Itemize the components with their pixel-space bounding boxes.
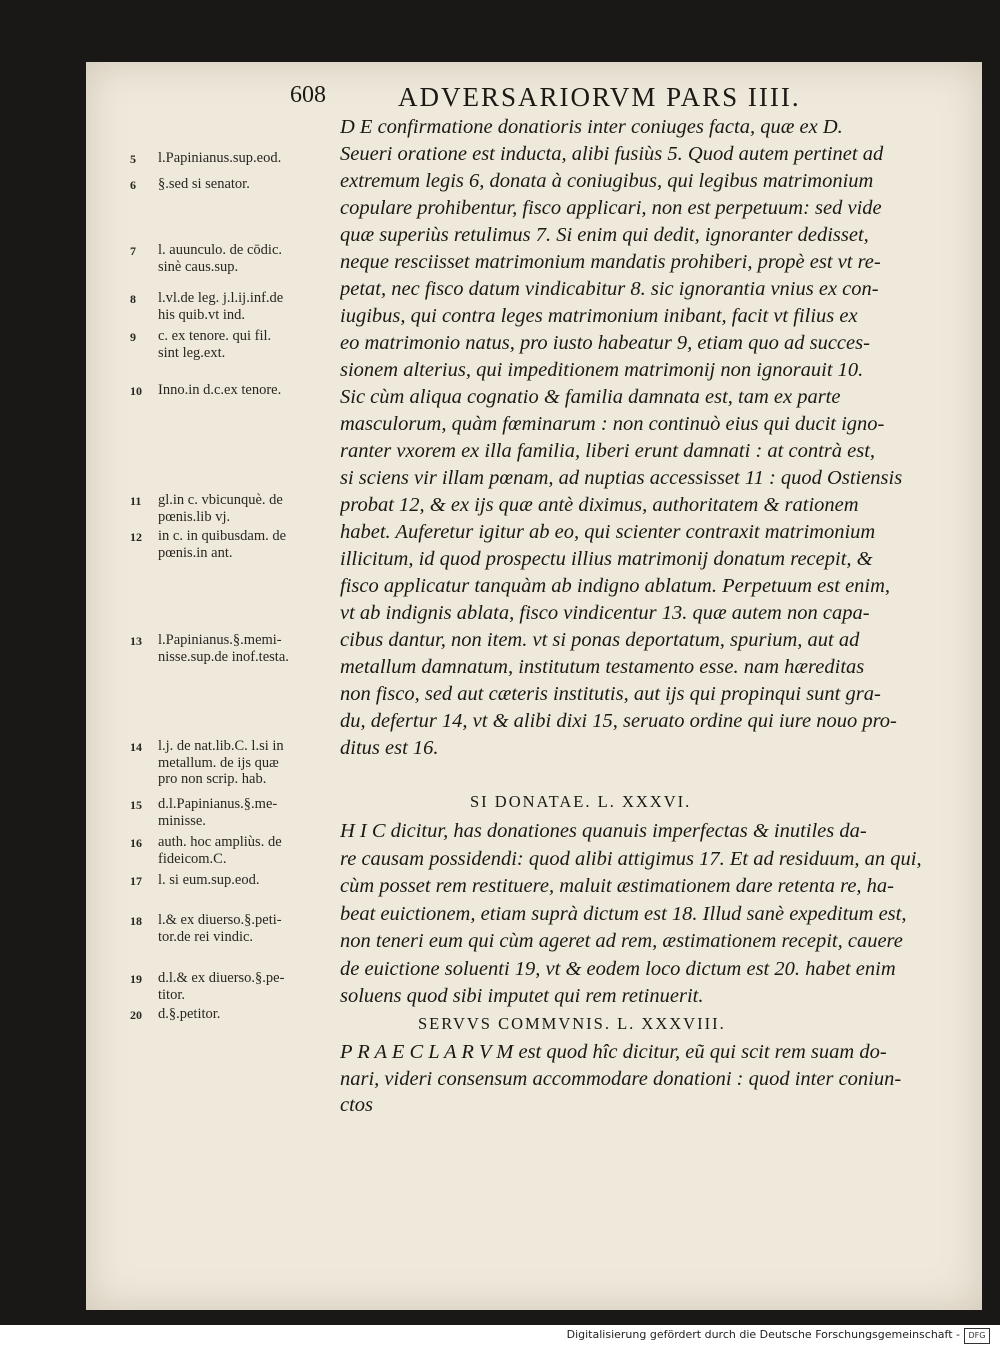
margin-note-text: auth. hoc ampliùs. de fideicom.C. bbox=[158, 834, 282, 867]
funding-credit: Digitalisierung gefördert durch die Deutsche Forschungsgemeinschaft - bbox=[566, 1328, 960, 1341]
text-line: Sic cùm aliqua cognatio & familia damnata est, tam ex parte bbox=[340, 386, 841, 408]
margin-note-text: l. auunculo. de cōdic. sinè caus.sup. bbox=[158, 242, 283, 275]
text-line: non teneri eum qui cùm ageret ad rem, æstimationem recepit, cauere bbox=[340, 930, 903, 952]
text-line: petat, nec fisco datum vindicabitur 8. sic ignorantia vnius ex con- bbox=[340, 278, 879, 300]
text-line: D E confirmatione donatioris inter coniuges facta, quæ ex D. bbox=[340, 116, 843, 138]
text-line: Seueri oratione est inducta, alibi fusiùs 5. Quod autem pertinet ad bbox=[340, 143, 884, 165]
page-header bbox=[290, 82, 890, 112]
running-title: ADVERSARIORVM PARS IIII. bbox=[398, 82, 801, 112]
text-line: vt ab indignis ablata, fisco vindicentur 13. quæ autem non capa- bbox=[340, 602, 870, 624]
margin-note-number: 11 bbox=[130, 494, 142, 508]
section-heading: SI DONATAE. L. XXXVI. bbox=[470, 792, 692, 811]
text-line: du, defertur 14, vt & alibi dixi 15, seruato ordine qui iure nouo pro- bbox=[340, 710, 897, 732]
text-line: de euictione soluenti 19, vt & eodem loco dictum est 20. habet enim bbox=[340, 957, 896, 980]
margin-note-number: 13 bbox=[130, 634, 142, 648]
text-line: probat 12, & ex ijs quæ antè diximus, authoritatem & rationem bbox=[340, 494, 859, 516]
text-line: neque resciisset matrimonium mandatis prohiberi, propè est vt re- bbox=[340, 251, 881, 273]
page-number: 608 bbox=[290, 82, 326, 108]
text-line: beat euictionem, etiam suprà dictum est 18. Illud sanè expeditum est, bbox=[340, 902, 907, 925]
text-line: ranter vxorem ex illa familia, liberi erunt damnati : at contrà est, bbox=[340, 440, 876, 462]
margin-note-number: 16 bbox=[130, 836, 142, 850]
text-line: re causam possidendi: quod alibi attigimus 17. Et ad residuum, an qui, bbox=[340, 847, 922, 870]
margin-note-text: c. ex tenore. qui fil. sint leg.ext. bbox=[158, 328, 272, 361]
text-line: quæ superiùs retulimus 7. Si enim qui dedit, ignoranter dedisset, bbox=[340, 224, 869, 246]
margin-note-text: l. si eum.sup.eod. bbox=[158, 872, 260, 888]
margin-note-text: l.vl.de leg. j.l.ij.inf.de his quib.vt ind. bbox=[158, 290, 284, 323]
margin-note-text: d.l.& ex diuerso.§.pe- titor. bbox=[158, 970, 285, 1003]
digitization-footer bbox=[0, 1325, 1000, 1347]
margin-note-number: 9 bbox=[130, 330, 136, 344]
margin-note-number: 8 bbox=[130, 292, 136, 306]
margin-note-text: l.j. de nat.lib.C. l.si in metallum. de ijs quæ pro non scrip. hab. bbox=[158, 738, 284, 787]
text-line: nari, videri consensum accommodare donationi : quod inter coniun- bbox=[340, 1067, 902, 1090]
margin-note-number: 6 bbox=[130, 178, 136, 192]
margin-note-number: 18 bbox=[130, 914, 142, 928]
margin-note-number: 20 bbox=[130, 1008, 142, 1022]
section-heading: SERVVS COMMVNIS. L. XXXVIII. bbox=[418, 1014, 726, 1033]
text-line: ditus est 16. bbox=[340, 737, 439, 759]
margin-note-text: in c. in quibusdam. de pœnis.in ant. bbox=[158, 528, 287, 561]
text-line: cibus dantur, non item. vt si ponas deportatum, spurium, aut ad bbox=[340, 629, 860, 651]
margin-note-text: gl.in c. vbicunquè. de pœnis.lib vj. bbox=[158, 492, 283, 525]
dfg-logo: DFG bbox=[964, 1328, 990, 1344]
text-line: ctos bbox=[340, 1094, 374, 1116]
margin-note-text: l.Papinianus.§.memi- nisse.sup.de inof.testa. bbox=[158, 632, 289, 665]
margin-note-number: 12 bbox=[130, 530, 142, 544]
margin-note-number: 19 bbox=[130, 972, 142, 986]
margin-note-text: l.& ex diuerso.§.peti- tor.de rei vindic. bbox=[158, 912, 282, 945]
margin-note-number: 17 bbox=[130, 874, 142, 888]
text-line: illicitum, id quod prospectu illius matrimonij donatum recepit, & bbox=[340, 548, 873, 570]
text-line: metallum damnatum, institutum testamento esse. nam hæreditas bbox=[340, 656, 865, 678]
margin-note-number: 5 bbox=[130, 152, 136, 166]
margin-note-text: §.sed si senator. bbox=[158, 176, 250, 192]
text-line: cùm posset rem restituere, maluit æstimationem dare retenta re, ha- bbox=[340, 875, 894, 897]
margin-note-text: Inno.in d.c.ex tenore. bbox=[158, 382, 282, 398]
text-line: habet. Auferetur igitur ab eo, qui scienter contraxit matrimonium bbox=[340, 521, 876, 543]
text-line: eo matrimonio natus, pro iusto habeatur 9, etiam quo ad succes- bbox=[340, 332, 870, 354]
margin-note-number: 15 bbox=[130, 798, 142, 812]
margin-note-number: 10 bbox=[130, 384, 142, 398]
text-line: fisco applicatur tanquàm ab indigno ablatum. Perpetuum est enim, bbox=[340, 575, 891, 597]
text-line: P R A E C L A R V M est quod hîc dicitur, eũ qui scit rem suam do- bbox=[340, 1041, 887, 1063]
text-line: H I C dicitur, has donationes quanuis imperfectas & inutiles da- bbox=[340, 820, 867, 842]
text-line: non fisco, sed aut cæteris institutis, aut ijs qui propinqui sunt gra- bbox=[340, 683, 881, 705]
margin-note-number: 14 bbox=[130, 740, 142, 754]
margin-note-number: 7 bbox=[130, 244, 136, 258]
margin-note-text: d.l.Papinianus.§.me- minisse. bbox=[158, 796, 278, 829]
text-line: extremum legis 6, donata à coniugibus, qui legibus matrimonium bbox=[340, 170, 874, 192]
text-line: masculorum, quàm fœminarum : non continuò eius qui ducit igno- bbox=[340, 413, 885, 435]
margin-note-text: l.Papinianus.sup.eod. bbox=[158, 150, 282, 166]
margin-note-text: d.§.petitor. bbox=[158, 1006, 221, 1022]
text-line: soluens quod sibi imputet qui rem retinuerit. bbox=[340, 985, 704, 1007]
text-line: copulare prohibentur, fisco applicari, non est perpetuum: sed vide bbox=[340, 197, 882, 219]
text-line: iugibus, qui contra leges matrimonium inibant, facit vt filius ex bbox=[340, 305, 858, 327]
text-line: sionem alterius, qui impeditionem matrimonij non ignorauit 10. bbox=[340, 359, 864, 381]
text-line: si sciens vir illam pœnam, ad nuptias accessisset 11 : quod Ostiensis bbox=[340, 467, 903, 489]
